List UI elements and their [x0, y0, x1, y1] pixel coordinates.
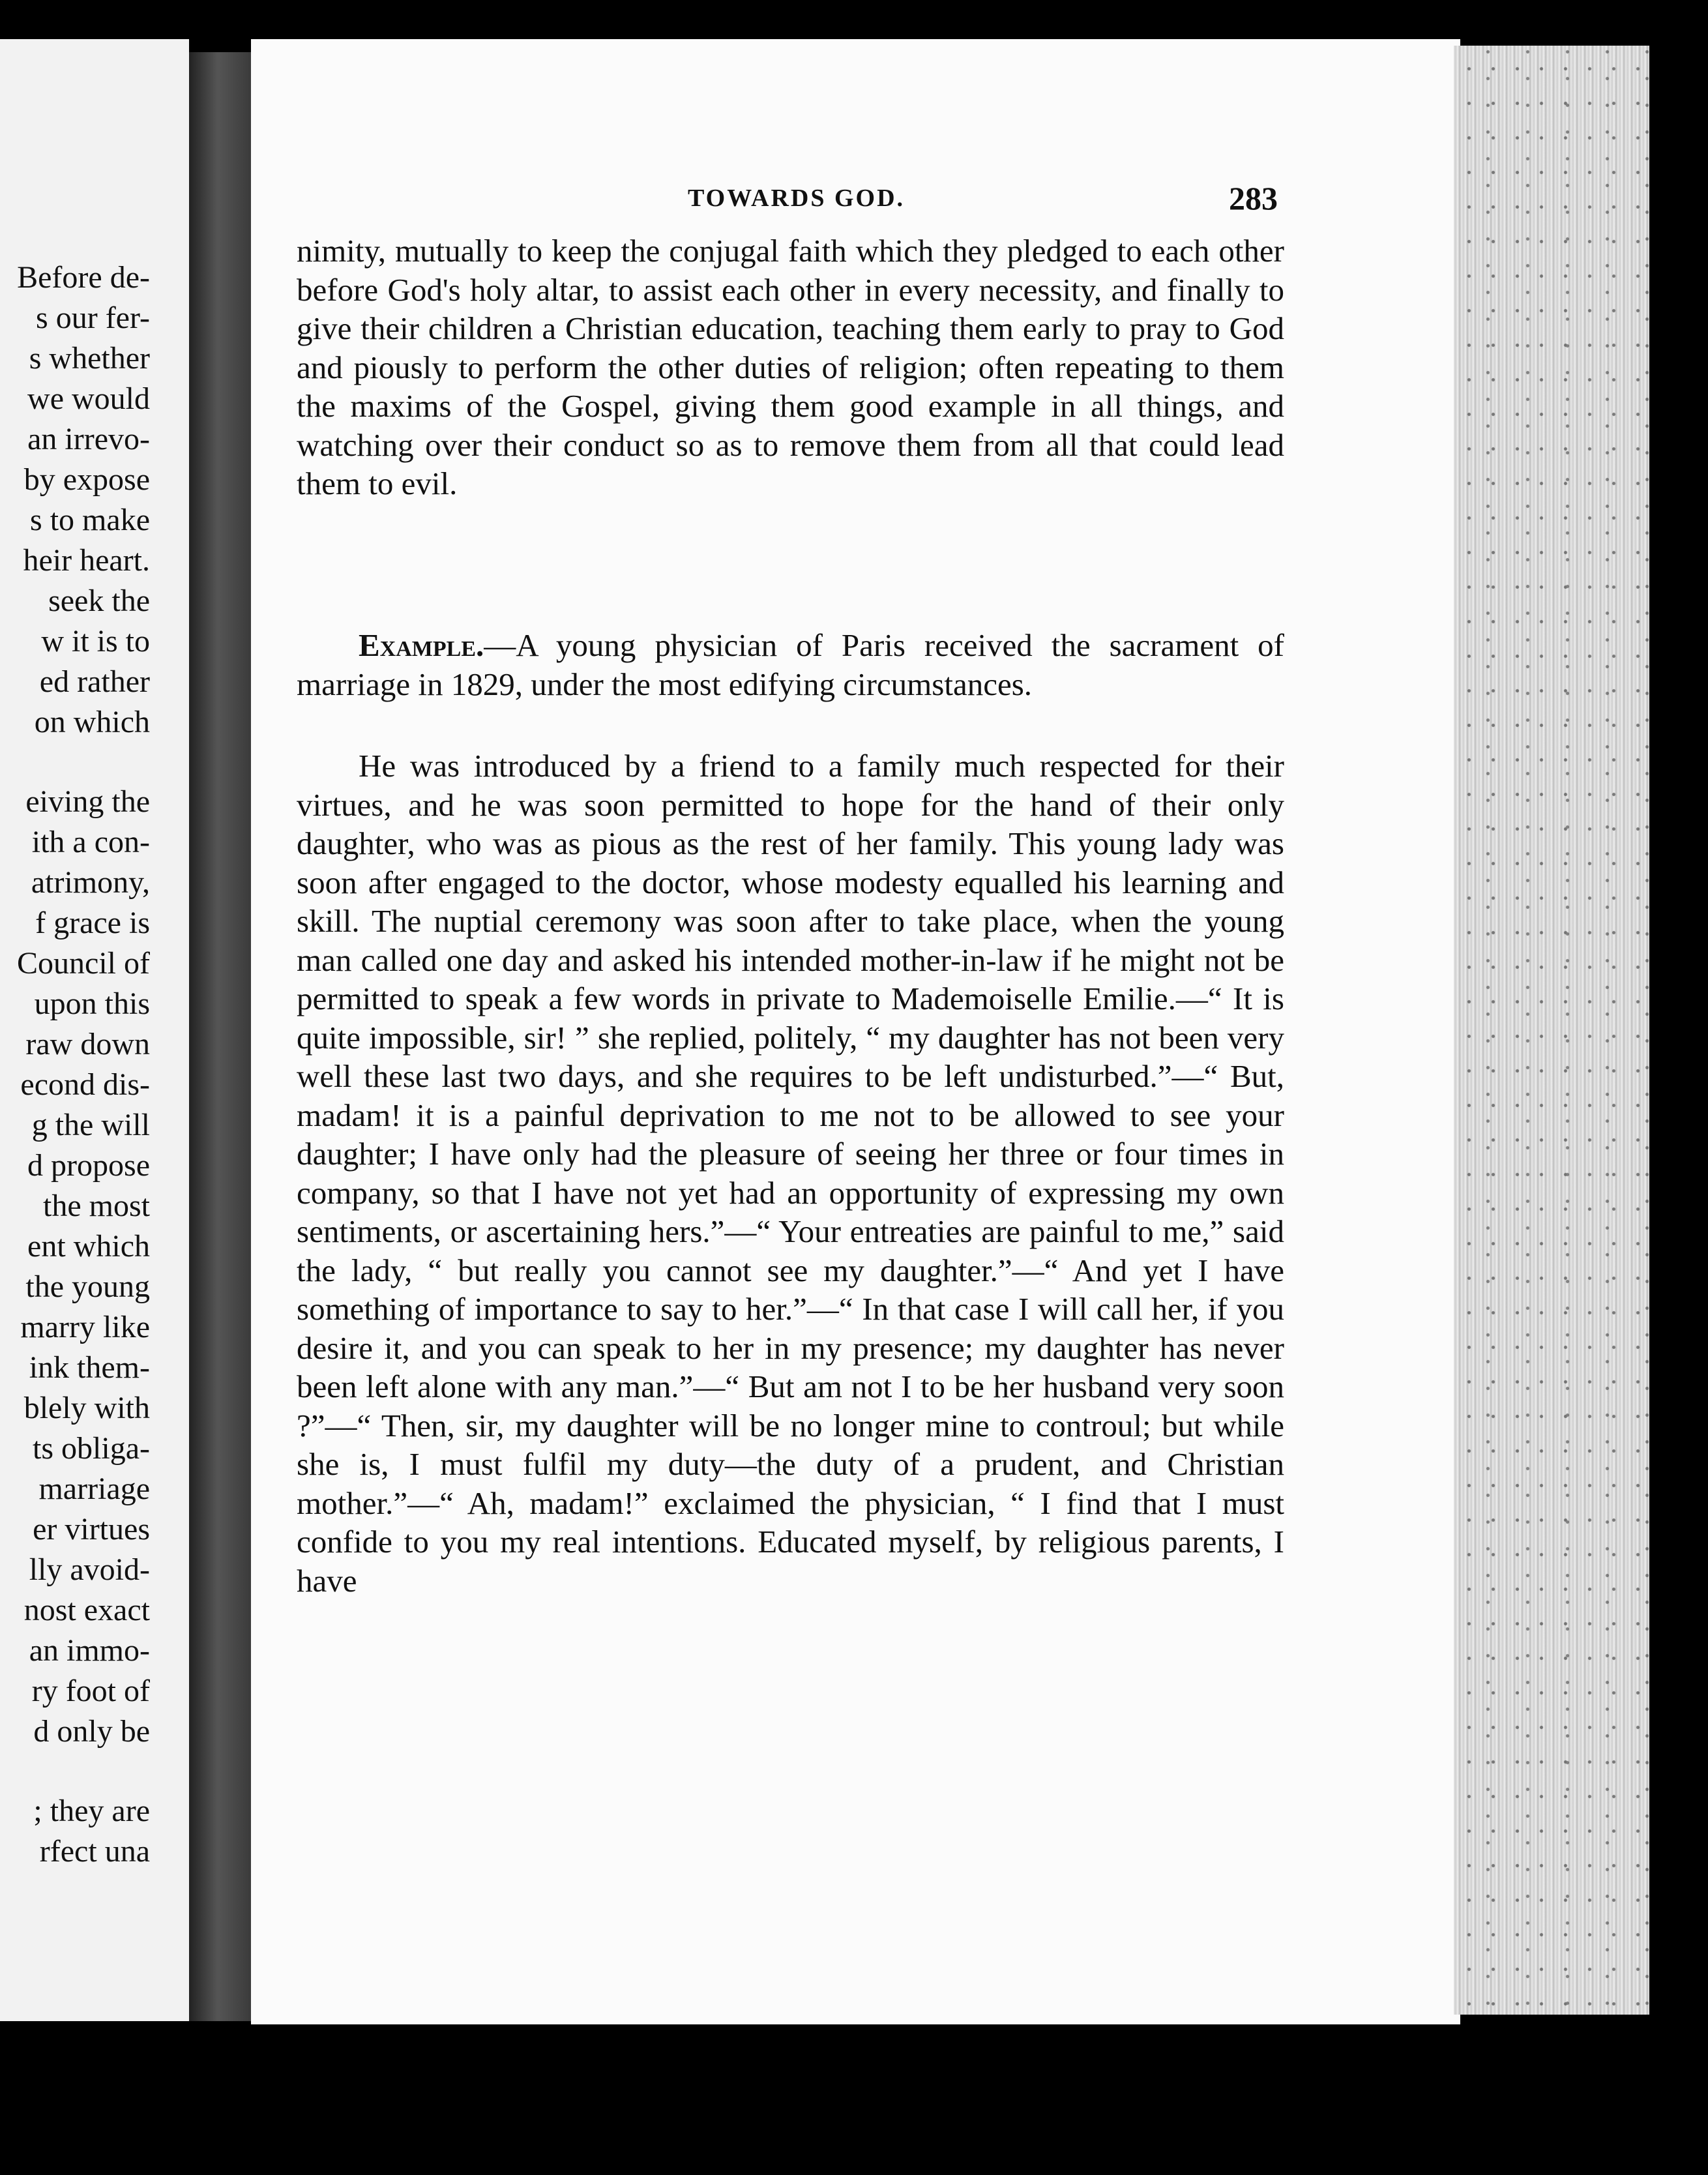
facing-page-line	[0, 743, 150, 782]
story-paragraph	[297, 747, 1284, 1600]
paragraph-3: He was introduced by a friend to a family much respected for their virtues, and he was soon permitted to hope for the hand of their only daughter, who was as pious as the rest of her family. This young lady was soon after engaged to the doctor, whose modesty equalled his learning and skill. The nuptial ceremony was soon after to take place, when the young man called one day and asked his intended mother-in-law if he might not be permitted to speak a few words in private to Mademoiselle Emilie.—“ It is quite impossible, sir! ” she replied, politely, “ my daughter has not been very well these last two days, and she requires to be left undisturbed.”—“ But, madam! it is a painful deprivation to me not to be allowed to see your daughter; I have only had the pleasure of seeing her three or four times in company, so that I have not yet had an opportunity of expressing my own sentiments, or ascertaining hers.”—“ Your entreaties are painful to me,” said the lady, “ but really you cannot see my daughter.”—“ And yet I have something of importance to say to her.”—“ In that case I will call her, if you desire it, and you can speak to her in my presence; my daughter has never been left alone with any man.”—“ But am not I to be her husband very soon ?”—“ Then, sir, my daughter will be no longer mine to controul; but while she is, I must fulfil my duty—the duty of a prudent, and Christian mother.”—“ Ah, madam!” exclaimed the physician, “ I find that I must confide to you my real intentions. Educated myself, by religious parents, I have	[297, 748, 1284, 1599]
facing-page-line: by expose	[23, 462, 150, 497]
facing-page-line: econd dis-	[20, 1067, 150, 1102]
facing-page-line: ry foot of	[31, 1674, 150, 1708]
facing-page-line: the most	[43, 1189, 150, 1223]
facing-page-line: seek the	[48, 584, 150, 618]
facing-page-line: ith a con-	[31, 825, 150, 859]
facing-page-line: eiving the	[25, 784, 150, 819]
facing-page-line: ; they are	[33, 1794, 150, 1828]
example-label: Example.	[359, 627, 484, 663]
facing-page-line: blely with	[23, 1391, 150, 1425]
page-number: 283	[1229, 180, 1278, 216]
facing-page-line: er virtues	[33, 1512, 150, 1546]
facing-page-line: atrimony,	[31, 865, 150, 900]
page-edges	[1454, 46, 1649, 2015]
facing-page-line: Before de-	[17, 260, 150, 295]
facing-page-line: marry like	[20, 1310, 150, 1344]
example-text: —A young physician of Paris received the sacrament of marriage in 1829, under the most edifying circumstances.	[297, 627, 1284, 702]
facing-page-line: ent which	[27, 1229, 150, 1264]
facing-page-text	[0, 258, 150, 1872]
running-title: TOWARDS GOD.	[688, 185, 906, 212]
facing-page-line: ts obliga-	[33, 1431, 150, 1466]
facing-page-line: rfect una	[39, 1834, 150, 1869]
facing-page-line: d only be	[33, 1714, 150, 1749]
facing-page-line: nost exact	[23, 1593, 150, 1627]
example-paragraph	[297, 626, 1284, 703]
facing-page-line: marriage	[38, 1472, 150, 1506]
book-gutter	[189, 52, 261, 2021]
facing-page-line: lly avoid-	[29, 1552, 150, 1587]
facing-page-line: ink them-	[29, 1350, 150, 1385]
facing-page	[0, 39, 189, 2021]
paragraph-1: nimity, mutually to keep the conjugal faith which they pledged to each other before God's holy altar, to assist each other in every necessity, and finally to give their children a Christian education, teaching them early to pray to God and piously to perform the other duties of religion; often repeating to them the maxims of the Gospel, giving them good example in all things, and watching over their conduct so as to remove them from all that could lead them to evil.	[297, 233, 1284, 501]
facing-page-line: s our fer-	[36, 301, 150, 335]
facing-page-line: heir heart.	[23, 543, 150, 578]
facing-page-line: f grace is	[35, 906, 150, 940]
facing-page-line: on which	[34, 705, 150, 739]
facing-page-line: d propose	[27, 1148, 150, 1183]
facing-page-line: raw down	[25, 1027, 150, 1061]
page-edge-specks	[1454, 46, 1649, 2015]
facing-page-line: upon this	[34, 986, 150, 1021]
paragraph-continuation	[297, 231, 1284, 503]
facing-page-line: we would	[27, 381, 150, 416]
facing-page-line	[0, 1752, 150, 1791]
facing-page-line: ed rather	[39, 664, 150, 699]
facing-page-line: Council of	[17, 946, 150, 981]
facing-page-line: an irrevo-	[27, 422, 150, 456]
facing-page-line: w it is to	[41, 624, 150, 658]
facing-page-line: the young	[25, 1269, 150, 1304]
facing-page-line: s whether	[29, 341, 150, 376]
facing-page-line: s to make	[30, 503, 150, 537]
facing-page-line: g the will	[31, 1108, 150, 1142]
facing-page-line: an immo-	[29, 1633, 150, 1668]
